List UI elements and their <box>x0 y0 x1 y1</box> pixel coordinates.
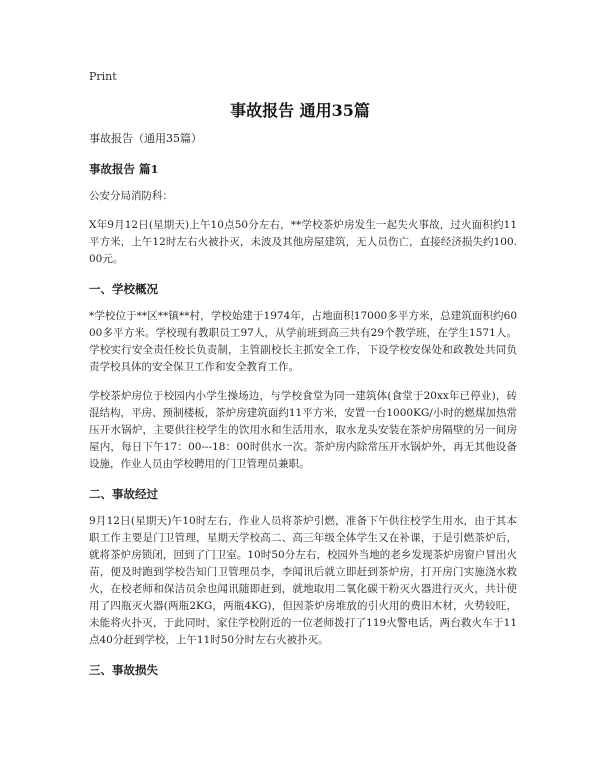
intro-paragraph: X年9月12日(星期天)上午10点50分左右，**学校茶炉房发生一起失火事故，过火面积约11平方米，上午12时左右火被扑灭，未波及其他房屋建筑，无人员伤亡，直接经济损失约100.00元。 <box>89 219 517 265</box>
article-heading: 事故报告 篇1 <box>89 162 159 176</box>
section-heading-overview: 一、学校概况 <box>89 282 158 296</box>
page-title: 事故报告 通用35篇 <box>230 101 370 120</box>
overview-paragraph-1: *学校位于**区**镇**村，学校始建于1974年，占地面积17000多平方米，总建筑面积约6000多平方米。学校现有教职员工97人，从学前班到高三共有29个教学班，在学生1571人。学校实行安全责任校长负责制，主管副校长主抓安全工作，下设学校安保处和政教处共同负责学校具体的安全保卫工作和安全教育工作。 <box>89 310 517 373</box>
section-heading-loss: 三、事故损失 <box>89 663 158 677</box>
document-subtitle: 事故报告（通用35篇） <box>89 132 202 145</box>
document-body <box>89 130 517 689</box>
overview-paragraph-2: 学校茶炉房位于校园内小学生操场边，与学校食堂为同一建筑体(食堂于20xx年已停业)，砖混结构，平房、预制楼板，茶炉房建筑面约11平方米，安置一台1000KG/小时的燃煤加热常压开水锅炉，主要供往校学生的饮用水和生活用水，取水龙头安装在茶炉房隔壁的另一间房屋内，每日下午17：00---18：00时供水一次。茶炉房内除常压开水锅炉外，再无其他设备设施，作业人员由学校聘用的门卫管理员兼职。 <box>89 390 517 470</box>
print-label[interactable]: Print <box>89 70 117 83</box>
section-heading-process: 二、事故经过 <box>89 487 158 501</box>
salutation: 公安分局消防科： <box>89 190 173 202</box>
process-paragraph: 9月12日(星期天)午10时左右，作业人员将茶炉引燃，准备下午供往校学生用水，由于其本职工作主要是门卫管理，星期天学校高二、高三年级全体学生又在补课，于是引燃茶炉后，就将茶炉房锁闭，回到了门卫室。10时50分左右，校园外当地的老乡发现茶炉房窗户冒出火苗，便及时跑到学校告知门卫管理员李，李闻讯后就立即赶到茶炉房，打开房门实施浇水救火，在校老师和保洁员余也闻讯随即赶到，就地取用二氧化碳干粉灭火器进行灭火，共计使用了四瓶灭火器(两瓶2KG，两瓶4KG)，但因茶炉房堆放的引火用的费旧木材，火势较旺，未能将火扑灭，于此同时，家住学校附近的一位老师拨打了119火警电话，两台救火车于11点40分赶到学校，上午11时50分时左右火被扑灭。 <box>89 515 517 646</box>
